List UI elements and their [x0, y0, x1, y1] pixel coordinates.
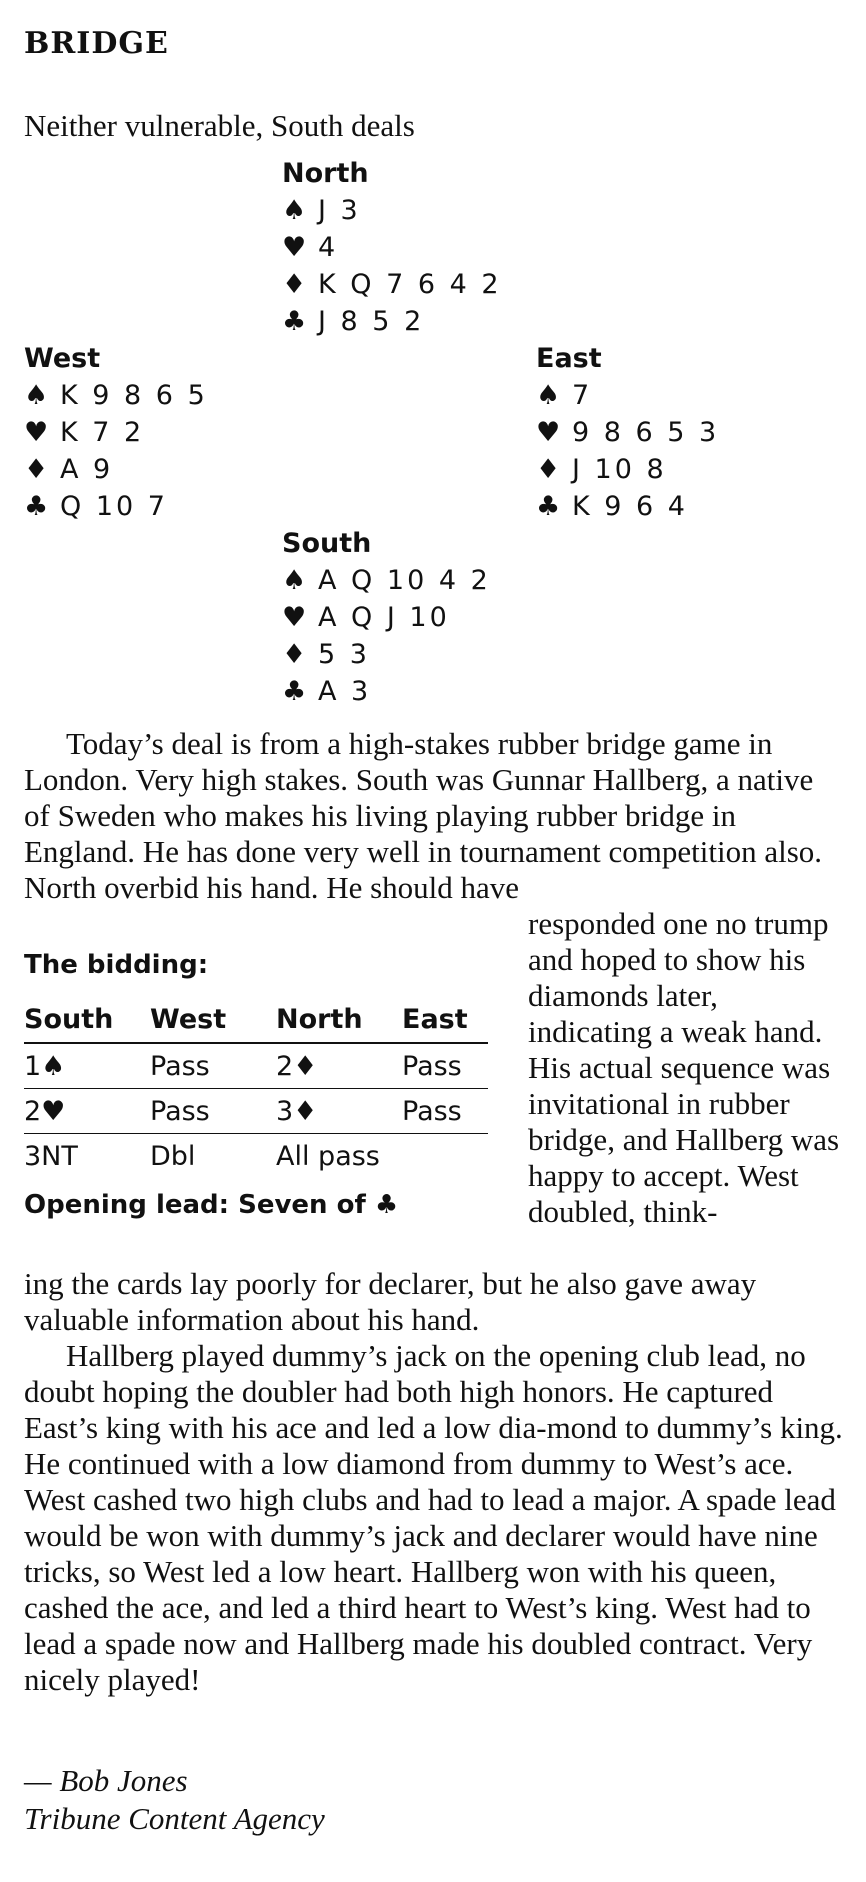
bid-cell: Dbl: [150, 1140, 196, 1172]
bidding-box: [24, 950, 488, 1220]
west-spades: ♠ K 9 8 6 5: [24, 377, 208, 414]
east-spades: ♠ 7: [536, 377, 719, 414]
south-diamonds: ♦ 5 3: [282, 636, 491, 673]
north-spades: ♠ J 3: [282, 192, 502, 229]
bid-cell: 1♠: [24, 1043, 150, 1089]
diamond-icon: ♦: [282, 269, 307, 300]
spade-icon: ♠: [282, 565, 307, 596]
bidding-header: West: [150, 1000, 276, 1043]
west-hearts: ♥ K 7 2: [24, 414, 208, 451]
bid-cell: 2♦: [276, 1043, 402, 1089]
diamond-icon: ♦: [282, 639, 307, 670]
bidding-title: The bidding:: [24, 950, 209, 980]
bidding-row: [24, 1043, 488, 1089]
north-hand: [282, 155, 502, 340]
bidding-header: North: [276, 1000, 402, 1043]
seat-label-east: East: [536, 343, 602, 374]
heart-icon: ♥: [282, 232, 307, 263]
east-hand: [536, 340, 719, 525]
spade-icon: ♠: [24, 380, 49, 411]
spade-icon: ♠: [282, 195, 307, 226]
agency-name: Tribune Content Agency: [24, 1801, 325, 1836]
west-diamonds: ♦ A 9: [24, 451, 208, 488]
bid-cell: 3♦: [276, 1089, 402, 1134]
article-paragraph-2: Hallberg played dummy’s jack on the opening club lead, no doubt hoping the doubler had both high honors. He captured East’s king with his ace and led a low dia-mond to dummy’s king. He continued with a low diamond from dummy to West’s ace. West cashed two high clubs and had to lead a major. A spade lead would be won with dummy’s jack and declarer would have nine tricks, so West led a low heart. Hallberg won with his queen, cashed the ace, and led a third heart to West’s king. West had to lead a spade now and Hallberg made his doubled contract. Very nicely played!: [24, 1338, 843, 1697]
north-diamonds: ♦ K Q 7 6 4 2: [282, 266, 502, 303]
bid-cell: 2♥: [24, 1089, 150, 1134]
heart-icon: ♥: [24, 417, 49, 448]
vulnerability-line: Neither vulnerable, South deals: [24, 108, 415, 143]
seat-label-west: West: [24, 343, 101, 374]
bidding-row: [24, 1134, 488, 1179]
author-name: — Bob Jones: [24, 1763, 188, 1798]
bidding-row: [24, 1089, 488, 1134]
article-paragraph-1-sidecolumn: responded one no trump and hoped to show his diamonds later, indicating a weak hand. His actual sequence was invitational in rubber bridge, and Hallberg was happy to accept. West doubled, think-: [528, 906, 840, 1229]
bid-cell: Pass: [402, 1089, 488, 1134]
east-diamonds: ♦ J 10 8: [536, 451, 719, 488]
bid-cell: [402, 1134, 488, 1179]
bid-cell: All pass: [276, 1140, 380, 1172]
north-clubs: ♣ J 8 5 2: [282, 303, 502, 340]
west-hand: [24, 340, 208, 525]
club-icon: ♣: [24, 491, 49, 522]
heart-icon: ♥: [282, 602, 307, 633]
south-clubs: ♣ A 3: [282, 673, 491, 710]
spade-icon: ♠: [536, 380, 561, 411]
west-clubs: ♣ Q 10 7: [24, 488, 208, 525]
diamond-icon: ♦: [24, 454, 49, 485]
bidding-table: [24, 1000, 488, 1178]
article-paragraph-1-end: ing the cards lay poorly for declarer, but he also gave away valuable information about his hand.: [24, 1266, 757, 1337]
bid-cell: Pass: [402, 1043, 488, 1089]
club-icon: ♣: [282, 676, 307, 707]
bid-cell: 3NT: [24, 1140, 78, 1172]
east-hearts: ♥ 9 8 6 5 3: [536, 414, 719, 451]
north-hearts: ♥ 4: [282, 229, 502, 266]
bidding-header-row: [24, 1000, 488, 1043]
bidding-header: East: [402, 1000, 488, 1043]
column-title: BRIDGE: [24, 26, 169, 61]
byline: [24, 1762, 325, 1838]
east-clubs: ♣ K 9 6 4: [536, 488, 719, 525]
bidding-header: South: [24, 1000, 150, 1043]
south-hearts: ♥ A Q J 10: [282, 599, 491, 636]
seat-label-north: North: [282, 158, 369, 189]
club-icon: ♣: [536, 491, 561, 522]
south-spades: ♠ A Q 10 4 2: [282, 562, 491, 599]
seat-label-south: South: [282, 528, 372, 559]
south-hand: [282, 525, 491, 710]
club-icon: ♣: [282, 306, 307, 337]
bid-cell: Pass: [150, 1089, 276, 1134]
article-paragraph-1: Today’s deal is from a high-stakes rubber bridge game in London. Very high stakes. South was Gunnar Hallberg, a native of Sweden who makes his living playing rubber bridge in England. He has done very well in tournament competition also. North overbid his hand. He should have: [24, 726, 823, 905]
diamond-icon: ♦: [536, 454, 561, 485]
opening-lead: Opening lead: Seven of ♣: [24, 1190, 399, 1220]
heart-icon: ♥: [536, 417, 561, 448]
bid-cell: Pass: [150, 1043, 276, 1089]
